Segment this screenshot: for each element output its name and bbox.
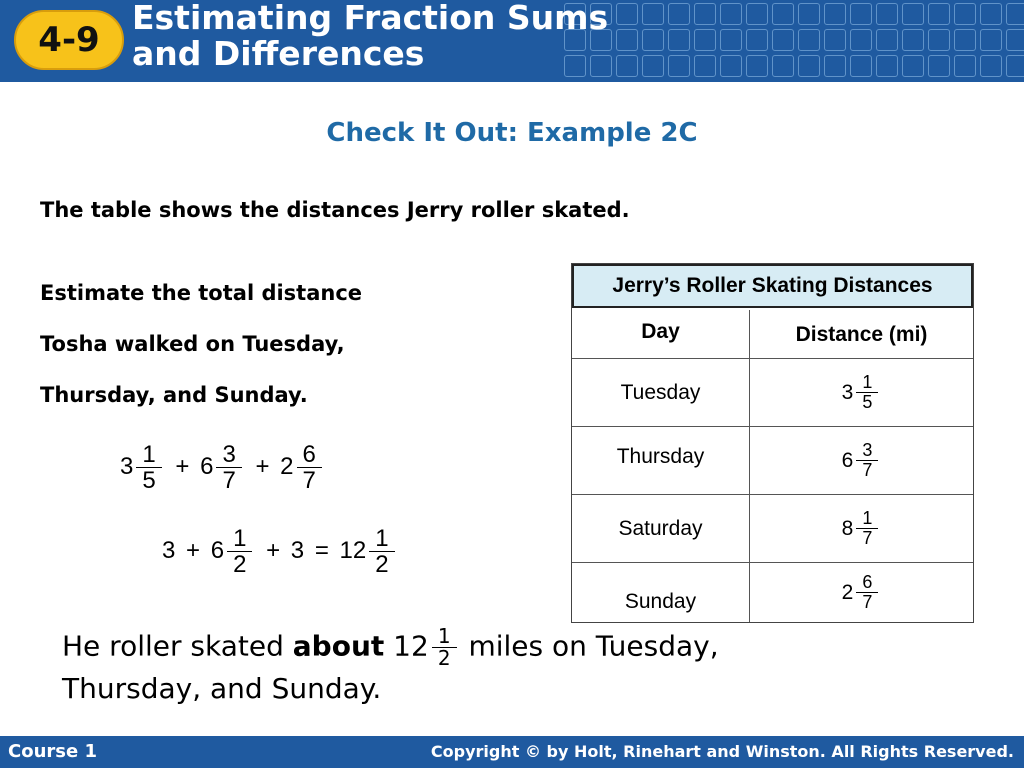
distance-cell: [750, 359, 973, 426]
question-text: [40, 268, 500, 421]
denominator: 5: [856, 392, 878, 412]
fraction: [856, 373, 878, 412]
numerator: 6: [862, 572, 873, 593]
lesson-number-badge: 4-9: [14, 10, 124, 70]
page-title: [132, 0, 752, 72]
denominator: 5: [136, 467, 161, 493]
numerator: 1: [375, 525, 389, 552]
numerator: 3: [862, 440, 873, 461]
term-whole: 6: [210, 537, 225, 565]
denominator: 7: [216, 467, 241, 493]
term-whole: 3: [120, 453, 134, 481]
numerator: 1: [142, 441, 156, 468]
answer-bold-about: about: [292, 629, 385, 663]
course-label: Course 1: [8, 741, 97, 762]
question-line2: Tosha walked on Tuesday,: [40, 332, 345, 356]
answer-text: [62, 626, 962, 709]
numerator: 6: [302, 441, 316, 468]
denominator: 2: [369, 551, 394, 577]
distance-whole: 2: [841, 580, 854, 604]
answer-whole: 12: [393, 629, 429, 663]
numerator: 1: [233, 525, 247, 552]
table-header-row: [572, 310, 973, 360]
table-row: [572, 358, 973, 426]
column-header-distance: Distance (mi): [795, 323, 928, 346]
distance-whole: 3: [841, 380, 854, 404]
distance-cell: [750, 495, 973, 562]
term-whole: 3: [162, 537, 176, 565]
result-whole: 12: [339, 537, 367, 565]
fraction: [432, 626, 457, 669]
header-bar: [0, 0, 1024, 82]
term-whole: 3: [290, 537, 305, 565]
copyright-notice: Copyright © by Holt, Rinehart and Winston. All Rights Reserved.: [430, 742, 1014, 761]
fraction: [216, 442, 241, 493]
fraction: [227, 526, 252, 577]
numerator: 1: [862, 372, 873, 393]
denominator: 7: [297, 467, 322, 493]
answer-suffix: miles on Tuesday,: [468, 629, 719, 663]
denominator: 7: [856, 460, 878, 480]
distance-whole: 8: [841, 516, 854, 540]
numerator: 1: [862, 508, 873, 529]
footer-bar: [0, 736, 1024, 768]
fraction: [856, 441, 878, 480]
numerator: 3: [222, 441, 236, 468]
answer-line2: Thursday, and Sunday.: [62, 672, 382, 705]
table-caption: Jerry’s Roller Skating Distances: [572, 264, 973, 308]
plus-sign: +: [175, 453, 190, 481]
answer-prefix: He roller skated: [62, 629, 293, 663]
denominator: 2: [432, 647, 457, 669]
question-line3: Thursday, and Sunday.: [40, 383, 308, 407]
page-title-line1: Estimating Fraction Sums: [132, 0, 609, 37]
day-cell: Thursday: [572, 427, 750, 494]
intro-text: The table shows the distances Jerry roller skated.: [40, 198, 630, 222]
day-cell: Saturday: [572, 495, 750, 562]
day-cell: Tuesday: [572, 359, 750, 426]
question-line1: Estimate the total distance: [40, 281, 363, 305]
day-cell: Sunday: [572, 563, 750, 622]
equation-estimate: [162, 526, 398, 577]
column-header-day: Day: [572, 310, 750, 360]
distance-cell: [750, 563, 973, 622]
table-row: [572, 562, 973, 622]
table-row: [572, 494, 973, 562]
denominator: 7: [856, 528, 878, 548]
equals-sign: =: [314, 537, 329, 565]
denominator: 7: [856, 592, 878, 612]
answer-line1: [62, 626, 962, 669]
fraction: [369, 526, 394, 577]
fraction: [856, 573, 878, 612]
distances-table: [571, 263, 974, 623]
distance-whole: 6: [841, 448, 854, 472]
plus-sign: +: [186, 537, 201, 565]
plus-sign: +: [255, 453, 270, 481]
page-title-line2: and Differences: [132, 34, 425, 73]
numerator: 1: [437, 624, 451, 648]
denominator: 2: [227, 551, 252, 577]
fraction: [136, 442, 161, 493]
term-whole: 6: [200, 453, 214, 481]
term-whole: 2: [280, 453, 294, 481]
fraction: [297, 442, 322, 493]
equation-original-sum: [120, 442, 325, 493]
fraction: [856, 509, 878, 548]
example-subtitle: Check It Out: Example 2C: [326, 118, 698, 148]
distance-cell: [750, 427, 973, 494]
table-row: [572, 426, 973, 494]
plus-sign: +: [266, 537, 281, 565]
